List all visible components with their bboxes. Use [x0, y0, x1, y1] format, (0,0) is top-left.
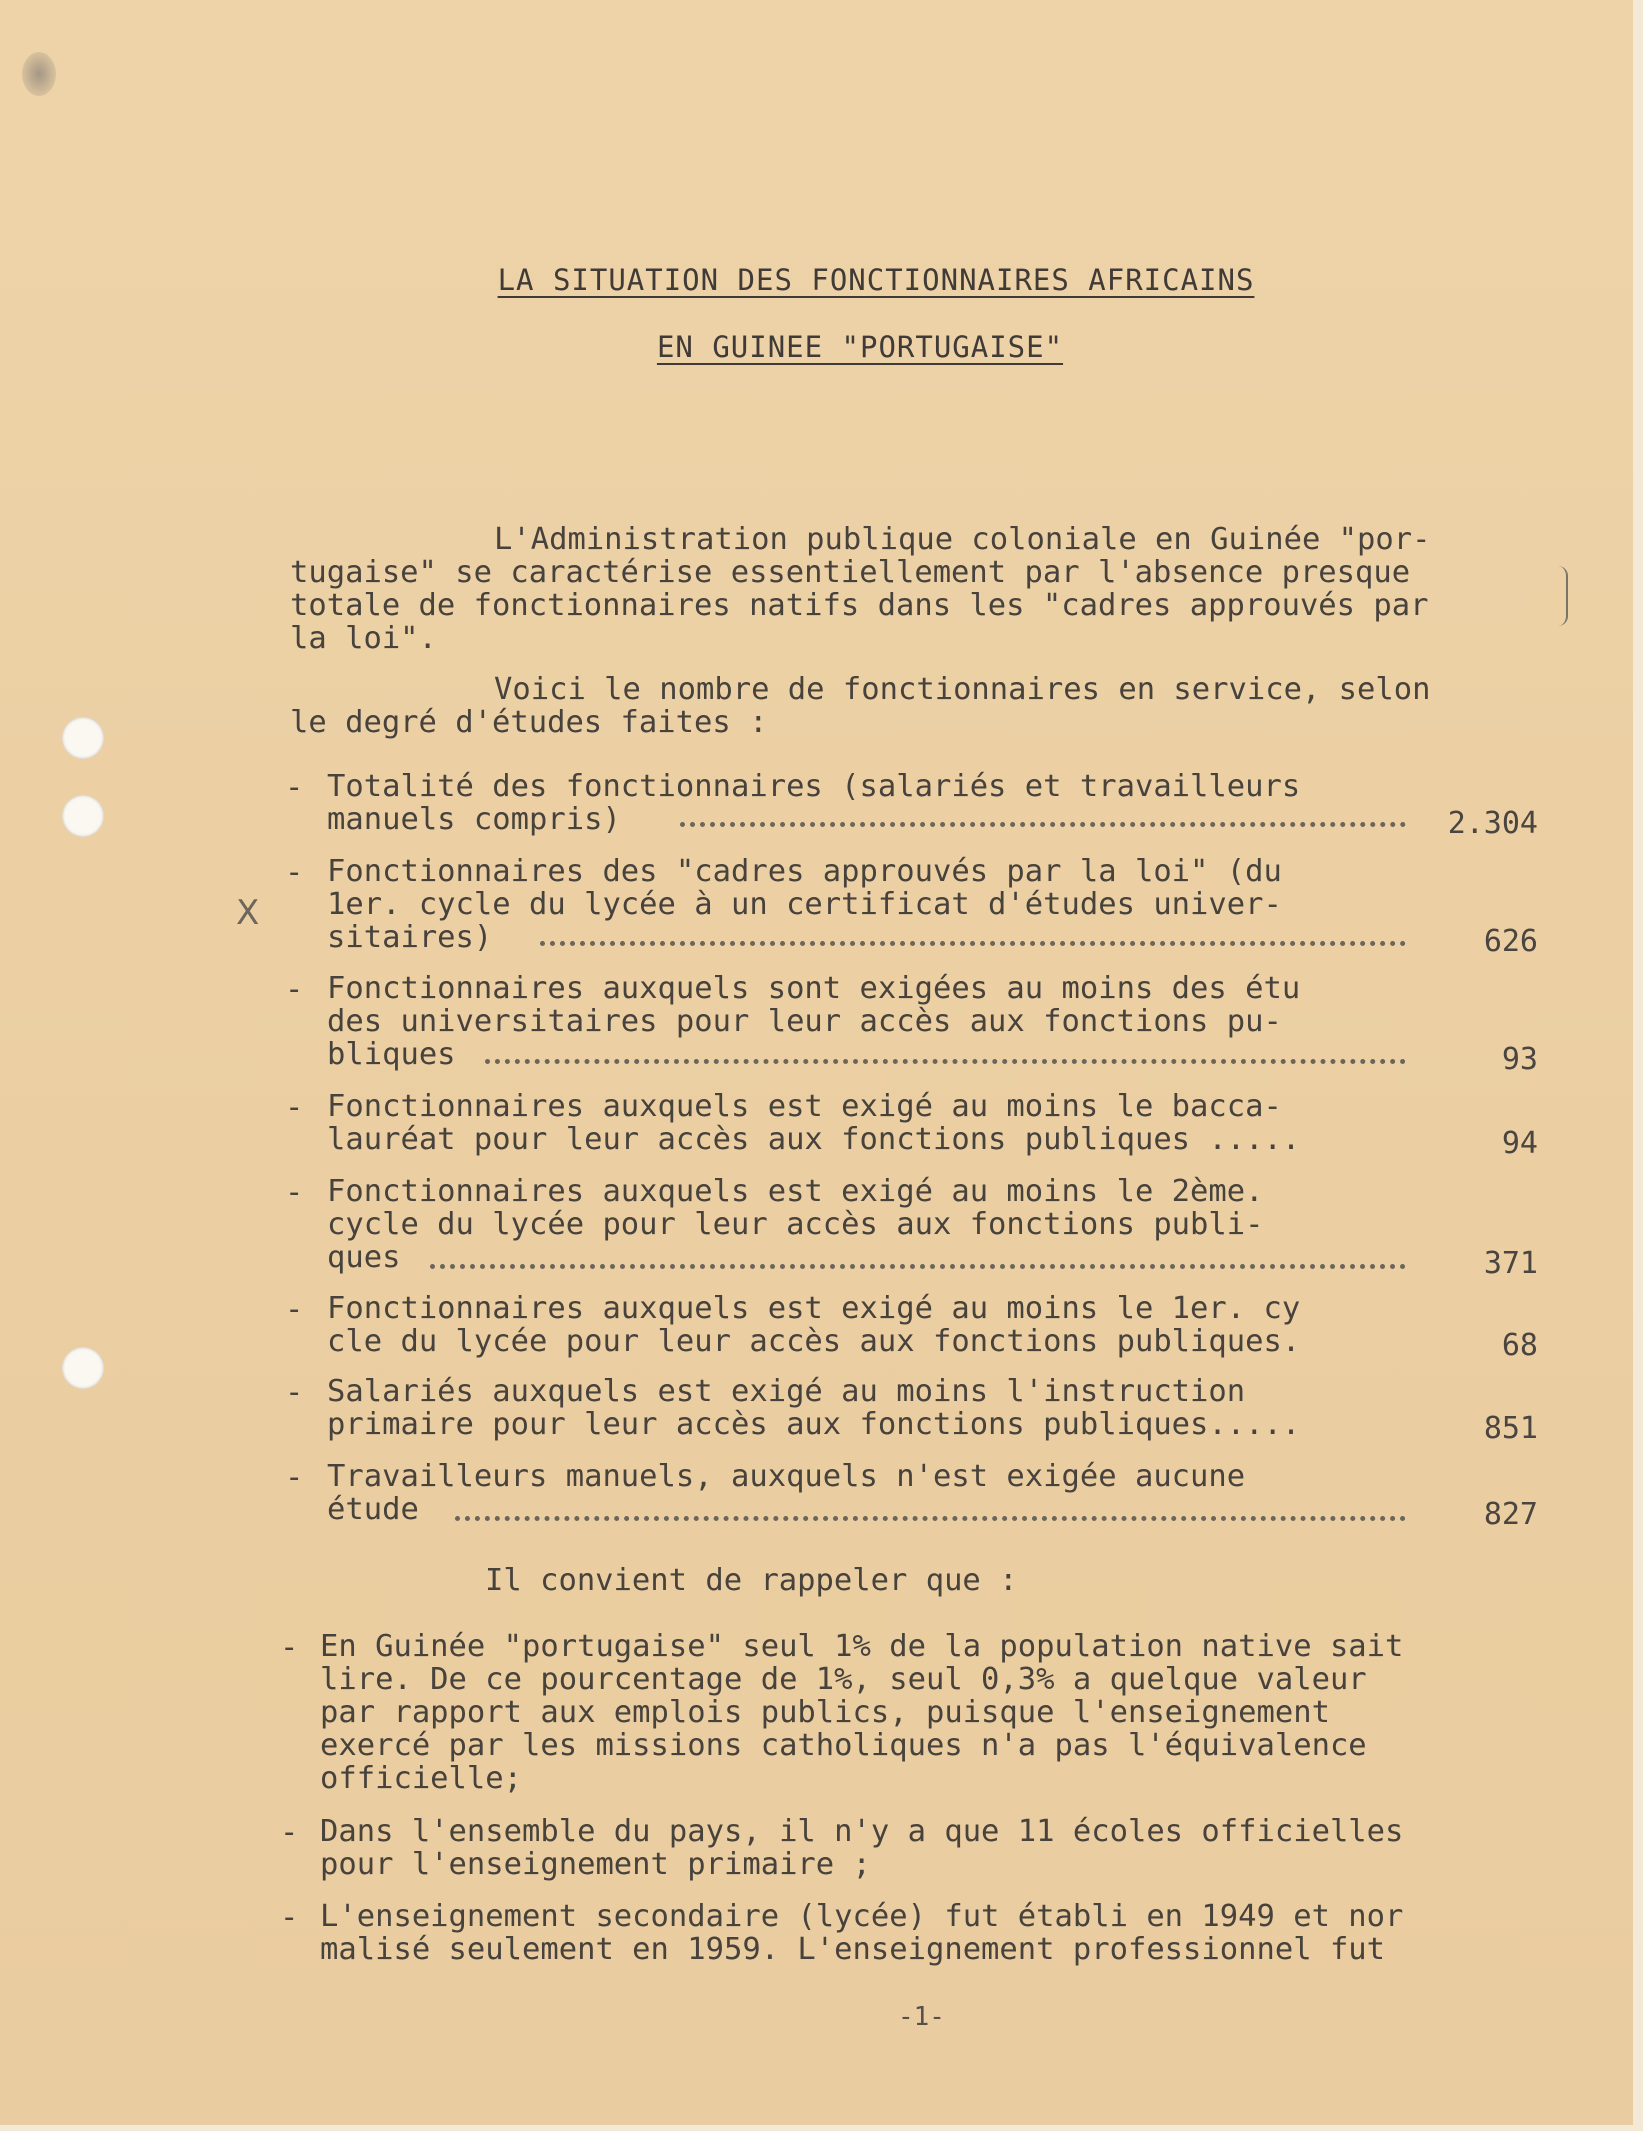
intro-line: totale de fonctionnaires natifs dans les "cadres approuvés par: [290, 588, 1429, 623]
punch-hole: [62, 1347, 104, 1389]
margin-bracket: [1558, 566, 1568, 626]
list-item-line: lauréat pour leur accès aux fonctions publiques .....: [327, 1122, 1301, 1157]
list-item-line: Fonctionnaires auxquels est exigé au moins le bacca-: [327, 1089, 1282, 1124]
title-line-1: LA SITUATION DES FONCTIONNAIRES AFRICAINS: [497, 263, 1255, 297]
list-bullet: -: [280, 1630, 299, 1665]
list-item-line: cle du lycée pour leur accès aux fonctions publiques.: [327, 1324, 1301, 1359]
count-value: 371: [1483, 1246, 1538, 1281]
list-item-line: primaire pour leur accès aux fonctions publiques.....: [327, 1407, 1301, 1442]
list-item-line: Fonctionnaires des "cadres approuvés par la loi" (du: [327, 854, 1282, 889]
note-line: lire. De ce pourcentage de 1%, seul 0,3% a quelque valeur: [320, 1662, 1367, 1697]
punch-hole: [62, 795, 104, 837]
page-number: -1-: [898, 2002, 945, 2032]
list-bullet: -: [285, 855, 304, 890]
note-line: malisé seulement en 1959. L'enseignement professionnel fut: [320, 1932, 1386, 1967]
count-value: 827: [1483, 1497, 1538, 1532]
intro-line: la loi".: [290, 621, 437, 656]
list-bullet: -: [285, 1175, 304, 1210]
count-value: 94: [1501, 1126, 1538, 1161]
list-item-line: Salariés auxquels est exigé au moins l'instruction: [327, 1374, 1246, 1409]
list-item-line: étude: [327, 1492, 419, 1527]
list-bullet: -: [280, 1815, 299, 1850]
list-item-line: Totalité des fonctionnaires (salariés et travailleurs: [327, 769, 1301, 804]
list-item-line: 1er. cycle du lycée à un certificat d'études univer-: [327, 887, 1282, 922]
dot-leader: [430, 1258, 1406, 1269]
count-value: 68: [1501, 1328, 1538, 1363]
list-item-line: Fonctionnaires auxquels sont exigées au moins des étu: [327, 971, 1301, 1006]
dot-leader: [485, 1053, 1406, 1064]
page-edge: [0, 2125, 1643, 2131]
count-value: 626: [1483, 924, 1538, 959]
note-line: L'enseignement secondaire (lycée) fut établi en 1949 et nor: [320, 1899, 1404, 1934]
intro-line: Voici le nombre de fonctionnaires en service, selon: [494, 672, 1431, 707]
list-bullet: -: [285, 1375, 304, 1410]
list-bullet: -: [285, 1292, 304, 1327]
recall-line: Il convient de rappeler que :: [485, 1563, 1018, 1598]
note-line: officielle;: [320, 1761, 522, 1796]
list-item-line: Fonctionnaires auxquels est exigé au moins le 1er. cy: [327, 1291, 1301, 1326]
count-value: 2.304: [1447, 806, 1538, 841]
title-line-2: EN GUINEE "PORTUGAISE": [656, 330, 1064, 364]
list-bullet: -: [285, 972, 304, 1007]
list-bullet: -: [280, 1900, 299, 1935]
list-bullet: -: [285, 1090, 304, 1125]
list-item-line: des universitaires pour leur accès aux fonctions pu-: [327, 1004, 1282, 1039]
stain-mark: [22, 52, 56, 96]
dot-leader: [680, 816, 1406, 827]
list-bullet: -: [285, 1460, 304, 1495]
list-item-line: manuels compris): [327, 802, 621, 837]
punch-hole: [62, 717, 104, 759]
count-value: 93: [1501, 1042, 1538, 1077]
note-line: exercé par les missions catholiques n'a pas l'équivalence: [320, 1728, 1367, 1763]
intro-line: tugaise" se caractérise essentiellement par l'absence presque: [290, 555, 1411, 590]
list-item-line: sitaires): [327, 920, 493, 955]
dot-leader: [540, 935, 1406, 946]
list-item-line: Fonctionnaires auxquels est exigé au moins le 2ème.: [327, 1174, 1264, 1209]
note-line: pour l'enseignement primaire ;: [320, 1847, 871, 1882]
list-item-line: Travailleurs manuels, auxquels n'est exigée aucune: [327, 1459, 1246, 1494]
list-item-line: cycle du lycée pour leur accès aux fonctions publi-: [327, 1207, 1264, 1242]
count-value: 851: [1483, 1411, 1538, 1446]
intro-line: L'Administration publique coloniale en Guinée "por-: [494, 522, 1431, 557]
note-line: Dans l'ensemble du pays, il n'y a que 11 écoles officielles: [320, 1814, 1404, 1849]
note-line: par rapport aux emplois publics, puisque l'enseignement: [320, 1695, 1330, 1730]
list-item-line: ques: [327, 1240, 401, 1275]
page-edge: [1633, 0, 1643, 2131]
intro-line: le degré d'études faites :: [290, 705, 768, 740]
list-item-line: bliques: [327, 1037, 456, 1072]
note-line: En Guinée "portugaise" seul 1% de la population native sait: [320, 1629, 1404, 1664]
list-bullet: -: [285, 770, 304, 805]
margin-mark: X: [236, 893, 260, 933]
dot-leader: [455, 1510, 1406, 1521]
